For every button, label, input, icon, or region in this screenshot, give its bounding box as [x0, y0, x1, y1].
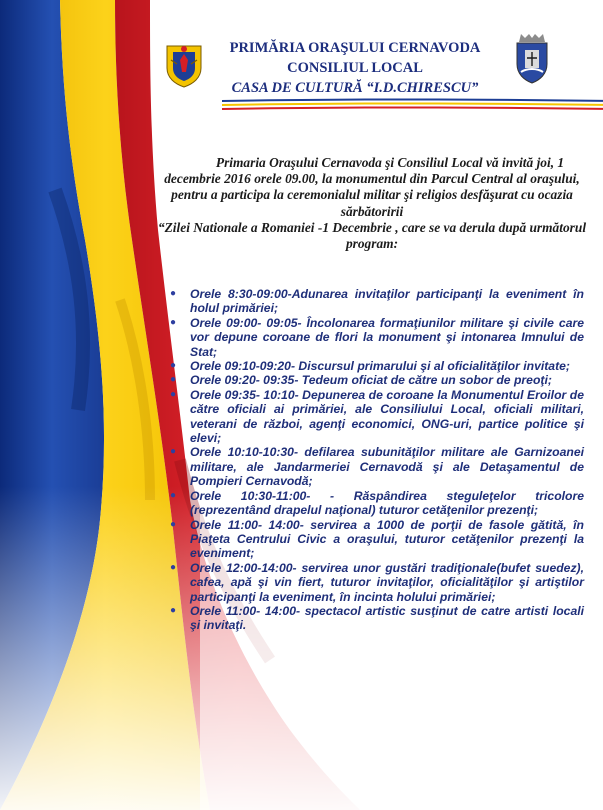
program-list — [170, 287, 584, 633]
bullet-dot-icon: ● — [170, 388, 177, 400]
program-item: ● Orele 11:00- 14:00- spectacol artistic susţinut de catre artisti locali şi invitaţi. — [170, 603, 584, 633]
bullet-dot-icon: ● — [170, 374, 177, 386]
intro-paragraph: Primaria Oraşului Cernavoda şi Consiliul Local vă invită joi, 1 decembrie 2016 orele 09.00, la monumentul din Parcul Central al oraşului, pentru a participa la ceremonialul militar şi religios desfăşurat cu ocazia sărbătoririi — [164, 155, 580, 219]
bullet-dot-icon: ● — [170, 518, 177, 530]
program-item: ● Orele 09:10-09:20- Discursul primarului şi al oficialităţilor invitate; — [170, 359, 570, 374]
bullet-dot-icon: ● — [170, 360, 177, 372]
header-title-consiliu: CONSILIUL LOCAL — [287, 60, 423, 76]
bullet-dot-icon: ● — [170, 288, 177, 299]
bullet-dot-icon: ● — [170, 561, 177, 573]
tricolor-stripes — [222, 97, 603, 113]
program-item: ● Orele 09:35- 10:10- Depunerea de coroane la Monumentul Eroilor de către oficiali ai primăriei, ale Consiliului Local, oficiali militari, veterani de război, agenţi economici, ONG-uri, partice politice şi elevi; — [170, 387, 584, 446]
bullet-dot-icon: ● — [170, 446, 177, 458]
bullet-dot-icon: ● — [170, 604, 177, 616]
program-item: ● Orele 8:30-09:00-Adunarea invitaţilor participanţi la eveniment în holul primăriei; — [170, 287, 584, 316]
invitation-intro — [152, 155, 592, 252]
header-title-primaria: PRIMĂRIA ORAŞULUI CERNAVODA — [229, 40, 481, 56]
header-titles — [210, 38, 500, 98]
bullet-dot-icon: ● — [170, 489, 177, 501]
program-item: ● Orele 09:20- 09:35- Tedeum oficiat de către un sobor de preoţi; — [170, 373, 552, 388]
letterhead — [0, 0, 603, 110]
program-item: ● Orele 11:00- 14:00- servirea a 1000 de porţii de fasole gătită, în Piaţeta Centrului Civic a oraşului, tuturor cetăţenilor prezenţi la eveniment; — [170, 517, 584, 561]
intro-program-heading: “Zilei Nationale a Romaniei -1 Decembrie , care se va derula după următorul program: — [157, 219, 587, 252]
header-title-casa-cultura: CASA DE CULTURĂ “I.D.CHIRESCU” — [231, 80, 479, 96]
bullet-dot-icon: ● — [170, 316, 177, 328]
cernavoda-coat-of-arms-icon — [513, 32, 551, 84]
program-item: ● Orele 10:10-10:30- defilarea subunităţilor militare ale Garnizoanei militare, ale Jandarmeriei Cernavodă şi ale Detaşamentul de Pompieri Cernavodă; — [170, 445, 584, 489]
program-item: ● Orele 12:00-14:00- servirea unor gustări tradiţionale(bufet suedez), cafea, apă şi vin fiert, tuturor invitaţilor, oficialităţilor şi artiştilor participanţi la eveniment, în incinta holului primăriei; — [170, 560, 584, 604]
romania-coat-of-arms-icon — [165, 40, 203, 88]
program-item: ● Orele 09:00- 09:05- Încolonarea formaţiunilor militare şi civile care vor depune coroane de flori la monument şi intonarea Imnului de Stat; — [170, 315, 584, 359]
program-item: ● Orele 10:30-11:00- - Răspândirea steguleţelor tricolore (reprezentând drapelul naţional) tuturor cetăţenilor prezenţi; — [170, 488, 584, 518]
